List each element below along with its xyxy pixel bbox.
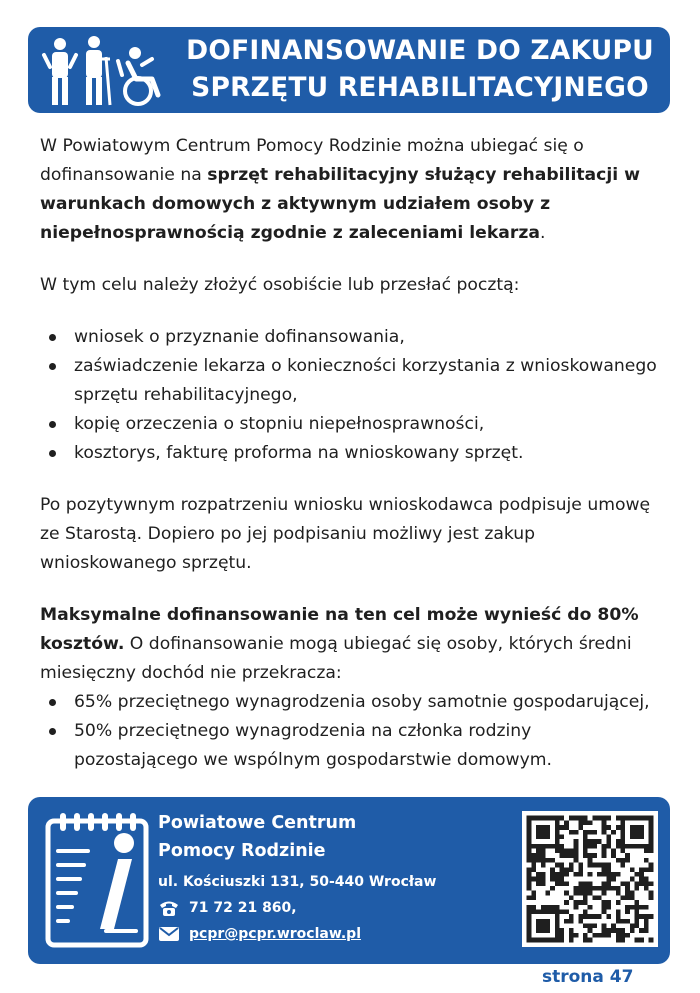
email-row [158, 921, 436, 947]
title-line-2: SPRZĘTU REHABILITACYJNEGO [191, 72, 649, 103]
requirements-list [40, 323, 660, 468]
page-title [178, 32, 662, 106]
list-item: zaświadczenie lekarza o konieczności korzystania z wnioskowanego sprzętu rehabilitacyjnego, [40, 352, 660, 410]
email-link[interactable]: pcpr@pcpr.wroclaw.pl [189, 926, 361, 942]
phone-number[interactable]: 71 72 21 860, [189, 900, 297, 916]
list-item: 50% przeciętnego wynagrodzenia na członka rodziny pozostającego we wspólnym gospodarstwie domowym. [40, 717, 660, 775]
list-item: kopię orzeczenia o stopniu niepełnosprawności, [40, 410, 660, 439]
org-name-line-1: Powiatowe Centrum [158, 813, 357, 833]
phone-icon [158, 899, 180, 917]
intro-bold-text: sprzęt rehabilitacyjny służący rehabilitacji w warunkach domowych z aktywnym udziałem osoby z niepełnosprawnością zgodnie z zaleceniami lekarza [40, 165, 640, 243]
disability-people-icon [40, 35, 178, 107]
maximum-text: O dofinansowanie mogą ubiegać się osoby, których średni miesięczny dochód nie przekracza: [40, 634, 632, 683]
requirements-lead: W tym celu należy złożyć osobiście lub przesłać pocztą: [40, 275, 520, 295]
list-item: wniosek o przyznanie dofinansowania, [40, 323, 660, 352]
income-list [40, 688, 660, 775]
phone-row [158, 895, 436, 921]
title-line-1: DOFINANSOWANIE DO ZAKUPU [186, 35, 654, 66]
qr-code[interactable] [522, 811, 658, 947]
envelope-icon [158, 925, 180, 943]
page-number: strona 47 [542, 967, 634, 987]
header-banner [28, 27, 670, 113]
maximum-bold-text: Maksymalne dofinansowanie na ten cel może wynieść do 80% kosztów. [40, 605, 639, 654]
intro-end: . [539, 223, 546, 243]
list-item: 65% przeciętnego wynagrodzenia osoby samotnie gospodarującej, [40, 688, 660, 717]
org-name-line-2: Pomocy Rodzinie [158, 841, 326, 861]
info-document-icon [44, 811, 154, 949]
intro-paragraph [40, 132, 660, 248]
contact-footer [28, 797, 670, 964]
intro-text: W Powiatowym Centrum Pomocy Rodzinie można ubiegać się o dofinansowanie na [40, 136, 584, 185]
maximum-paragraph [40, 601, 660, 688]
main-content [40, 132, 660, 775]
list-item: kosztorys, fakturę proforma na wnioskowany sprzęt. [40, 439, 660, 468]
agreement-paragraph: Po pozytywnym rozpatrzeniu wniosku wnioskodawca podpisuje umowę ze Starostą. Dopiero po jej podpisaniu możliwy jest zakup wnioskowanego sprzętu. [40, 495, 651, 573]
address: ul. Kościuszki 131, 50-440 Wrocław [158, 874, 437, 890]
contact-block [158, 809, 436, 947]
